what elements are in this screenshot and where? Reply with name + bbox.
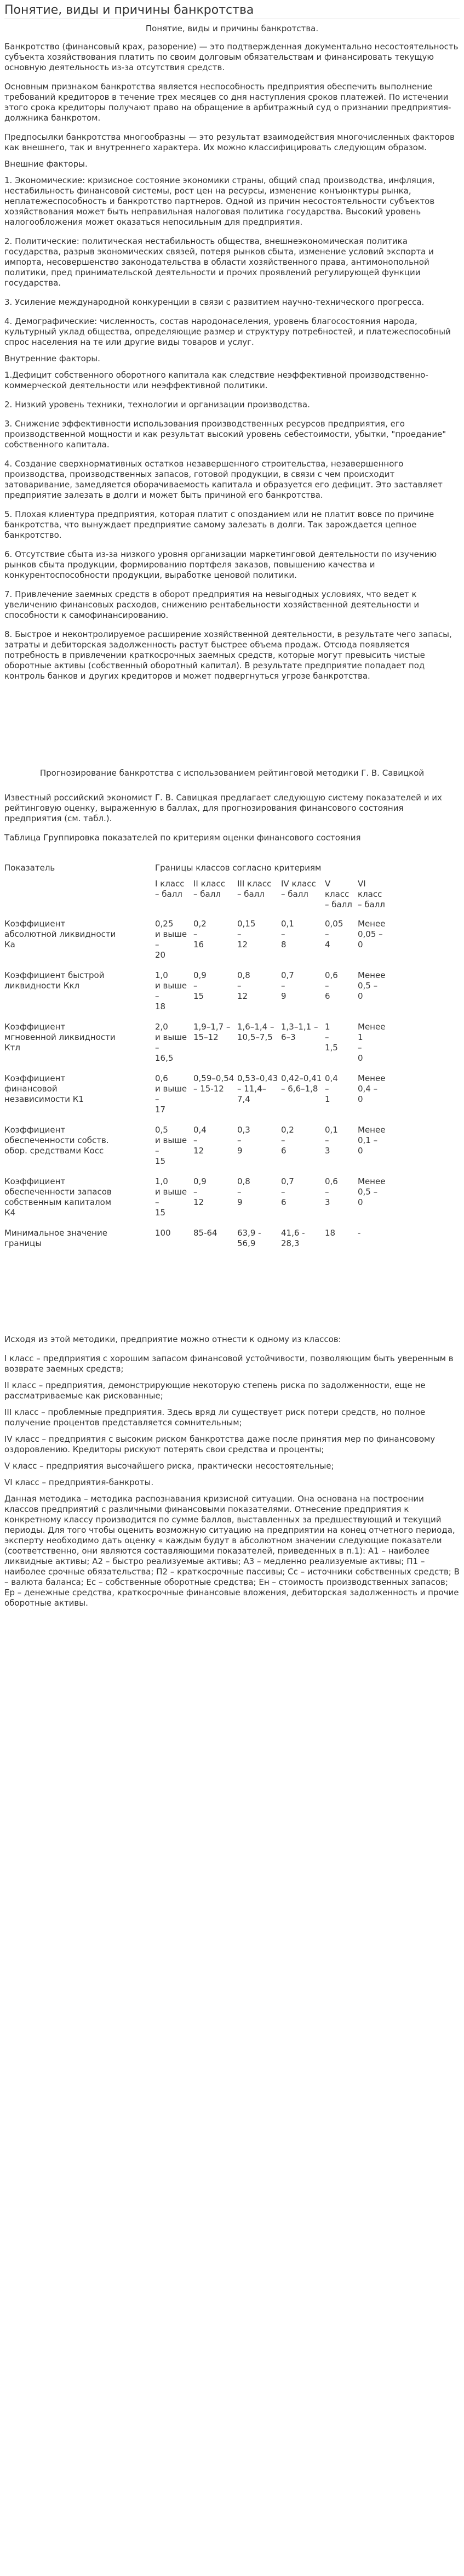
table-row-label: Коэффициент обеспеченности запасов собственным капиталом К4 [4, 1176, 112, 1218]
internal-factor-item: 5. Плохая клиентура предприятия, которая платит с опозданием или не платит вовсе по причине банкротства, что вынуждает предприятие самому залезать в долги. Так зарождается цепное банкротство. [4, 509, 434, 540]
table-row [4, 970, 460, 1012]
external-factor-item: 3. Усиление международной конкуренции в связи с развитием научно-технического прогресса. [4, 297, 425, 307]
table-body [4, 919, 460, 1249]
subtitle: Понятие, виды и причины банкротства. [145, 24, 319, 33]
table-class-header: III класс – балл [237, 879, 272, 899]
table-cell: 0,7 – 6 [281, 1176, 294, 1207]
internal-factor-item: 1.Дефицит собственного оборотного капитала как следствие неэффективной производственно-коммерческой деятельности или неэффективной политики. [4, 370, 428, 390]
internal-factor-item: 6. Отсутствие сбыта из-за низкого уровня организации маркетинговой деятельности по изучению рынков сбыта продукции, формированию портфеля заказов, повышению качества и конкурентоспособности продукции, выработке ценовой политики. [4, 549, 437, 580]
table-cell: 0,15 – 12 [237, 919, 256, 949]
external-factor-item: 4. Демографические: численность, состав народонаселения, уровень благосостояния народа, культурный уклад общества, определяющие размер и структуру потребностей, и платежеспособный спрос населения на те или другие виды товаров и услуг. [4, 316, 451, 347]
final-paragraph: Данная методика – методика распознавания кризисной ситуации. Она основана на построении классов предприятий с различными финансовыми показателями. Отнесение предприятия к конкретному классу производится по сумме баллов, выставленных за предшествующий и текущий периоды. Для того чтобы оценить возможную ситуацию на предприятии на конец отчетного периода, эксперту необходимо дать оценку « каждым будут в абсолютном значении следующие показатели (соответственно, они являются составляющими показателей, приведенных в п.1): А1 – наиболее ликвидные активы; А2 – быстро реализуемые активы; А3 – медленно реализуемые активы; П1 – наиболее срочные обязательства; П2 – краткосрочные пассивы; Сс – источники собственных средств; В – валюта баланса; Ес – собственные оборотные средства; Ен – стоимость производственных запасов; Ер – денежные средства, краткосрочные финансовые вложения, дебиторская задолженность и прочие оборотные активы. [4, 1494, 460, 1608]
table-cell: 1,0 и выше – 15 [155, 1176, 187, 1218]
table-cell: 0,59–0,54 – 15-12 [193, 1073, 234, 1094]
table-cell: 85-64 [193, 1228, 217, 1238]
table-cell: 1,6–1,4 – 10,5–7,5 [237, 1022, 274, 1042]
internal-factor-item: 8. Быстрое и неконтролируемое расширение хозяйственной деятельности, в результате чего запасы, затраты и дебиторская задолженность растут быстрее объема продаж. Отсюда появляется потребность в привлечении краткосрочных заемных средств, которые могут превысить чистые оборотные активы (собственный оборотный капитал). В результате предприятие попадает под контроль банков и других кредиторов и может подвергнуться угрозе банкротства. [4, 629, 452, 681]
class-item: I класс – предприятия с хорошим запасом финансовой устойчивости, позволяющим быть уверенным в возврате заемных средств; [4, 1354, 454, 1374]
table-row [4, 1125, 460, 1167]
table-cell: 1,9–1,7 – 15–12 [193, 1022, 231, 1042]
table-row [4, 919, 460, 960]
table-cell: Менее 0,4 – 0 [358, 1073, 386, 1104]
table-cell: 0,7 – 9 [281, 970, 294, 1001]
internal-factor-item: 3. Снижение эффективности использования производственных ресурсов предприятия, его производственной мощности и как результат высокий уровень себестоимости, убытки, "проедание" собственного капитала. [4, 419, 446, 450]
table-cell: Менее 0,5 – 0 [358, 970, 386, 1001]
table-row [4, 1022, 460, 1064]
table-row-label: Коэффициент мгновенной ликвидности Ктл [4, 1022, 116, 1053]
external-factor-item: 2. Политические: политическая нестабильность общества, внешнеэкономическая политика государства, разрыв экономических связей, потеря рынков сбыта, изменение условий экспорта и импорта, несовершенство законодательства в области хозяйственного права, антимонопольной политики, пред принимательской деятельности и прочих проявлений регулирующей функции государства. [4, 236, 434, 288]
intro-paragraph: Основным признаком банкротства является неспособность предприятия обеспечить выполнение требований кредиторов в течение трех месяцев со дня наступления сроков платежей. По истечении этого срока кредиторы получают право на обращение в арбитражный суд о признании предприятия-должника банкротом. [4, 82, 451, 123]
page-title: Понятие, виды и причины банкротства [4, 3, 254, 17]
classes-intro: Исходя из этой методики, предприятие можно отнести к одному из классов: [4, 1334, 341, 1344]
table-cell: 0,8 – 9 [237, 1176, 250, 1207]
section-gap [4, 1259, 460, 1334]
table-cell: 0,25 и выше – 20 [155, 919, 187, 960]
class-item: VI класс – предприятия-банкроты. [4, 1477, 154, 1487]
table-cell: 0,5 и выше – 15 [155, 1125, 187, 1166]
table-cell: 0,6 и выше – 17 [155, 1073, 187, 1114]
table-row-label: Коэффициент абсолютной ликвидности Ка [4, 919, 116, 949]
table-cell: 18 [325, 1228, 336, 1238]
table-row-label: Коэффициент финансовой независимости К1 [4, 1073, 84, 1104]
table-cell: 100 [155, 1228, 171, 1238]
class-item: IV класс – предприятия с высоким риском банкротства даже после принятия мер по финансовому оздоровлению. Кредиторы рискуют потерять свои средства и проценты; [4, 1434, 436, 1454]
table-cell: 1 – 1,5 [325, 1022, 338, 1053]
table-cell: 1,0 и выше – 18 [155, 970, 187, 1011]
criteria-table [4, 863, 460, 1249]
table-cell: - [358, 1228, 361, 1238]
table-class-header: IV класс – балл [281, 879, 316, 899]
intro-paragraph: Предпосылки банкротства многообразны — это результат взаимодействия многочисленных факторов как внешнего, так и внутреннего характера. Их можно классифицировать следующим образом. [4, 132, 455, 152]
table-cell: 2,0 и выше – 16,5 [155, 1022, 187, 1063]
table-cell: 0,42–0,41 – 6,6–1,8 [281, 1073, 322, 1094]
table-cell: Менее 0,5 – 0 [358, 1176, 386, 1207]
table-header-group: Границы классов согласно критериям [155, 863, 322, 873]
section-intro: Известный российский экономист Г. В. Савицкая предлагает следующую систему показателей и их рейтинговую оценку, выраженную в баллах, для прогнозирования финансового состояния предприятия (см. табл.). [4, 793, 442, 823]
table-row-label: Коэффициент обеспеченности собств. обор. средствами Косс [4, 1125, 109, 1156]
table-cell: 0,2 – 16 [193, 919, 207, 949]
table-cell: Менее 1 – 0 [358, 1022, 386, 1063]
table-cell: Менее 0,05 – 0 [358, 919, 386, 949]
table-row-label: Минимальное значение границы [4, 1228, 108, 1248]
internal-factor-item: 7. Привлечение заемных средств в оборот предприятия на невыгодных условиях, что ведет к увеличению финансовых расходов, снижению рентабельности хозяйственной деятельности и способности к самофинансированию. [4, 589, 420, 620]
table-class-header: VI класс – балл [358, 879, 385, 909]
table-cell: 0,1 – 8 [281, 919, 294, 949]
table-row [4, 1228, 460, 1249]
table-class-header-row [4, 879, 460, 910]
section-heading: Прогнозирование банкротства с использованием рейтинговой методики Г. В. Савицкой [39, 768, 425, 778]
table-cell: 0,6 – 3 [325, 1176, 338, 1207]
table-class-header: V класс – балл [325, 879, 352, 909]
table-cell: 0,4 – 12 [193, 1125, 207, 1156]
internal-factor-item: 4. Создание сверхнормативных остатков незавершенного строительства, незавершенного производства, производственных запасов, готовой продукции, в связи с чем происходит затоваривание, замедляется оборачиваемость капитала и образуется его дефицит. Это заставляет предприятие залезать в долги и может быть причиной его банкротства. [4, 459, 443, 500]
table-cell: 1,3–1,1 – 6–3 [281, 1022, 318, 1042]
table-header-row [4, 863, 460, 873]
intro-paragraph: Банкротство (финансовый крах, разорение) — это подтвержденная документально несостоятельность субъекта хозяйствования платить по своим долговым обязательствам и финансировать текущую основную деятельность из-за отсутствия средств. [4, 42, 459, 72]
table-cell: 0,1 – 3 [325, 1125, 338, 1156]
class-item: II класс – предприятия, демонстрирующие некоторую степень риска по задолженности, еще не рассматриваемые как рискованные; [4, 1380, 426, 1401]
internal-factor-item: 2. Низкий уровень техники, технологии и организации производства. [4, 400, 310, 410]
table-cell: 0,8 – 12 [237, 970, 250, 1001]
table-row [4, 1176, 460, 1218]
table-cell: 0,3 – 9 [237, 1125, 250, 1156]
table-row [4, 1073, 460, 1115]
table-cell: 0,9 – 12 [193, 1176, 207, 1207]
table-cell: 0,4 – 1 [325, 1073, 338, 1104]
table-cell: 63,9 - 56,9 [237, 1228, 261, 1248]
table-cell: 0,9 – 15 [193, 970, 207, 1001]
section-gap [4, 690, 460, 768]
table-class-header: II класс – балл [193, 879, 225, 899]
table-cell: 41,6 - 28,3 [281, 1228, 305, 1248]
table-header-indicator: Показатель [4, 863, 55, 873]
table-cell: 0,2 – 6 [281, 1125, 294, 1156]
table-cell: 0,53–0,43 – 11,4–7,4 [237, 1073, 278, 1104]
table-class-header: I класс – балл [155, 879, 185, 899]
class-item: III класс – проблемные предприятия. Здесь вряд ли существует риск потери средств, но полное получение процентов представляется сомнительным; [4, 1407, 426, 1428]
internal-factors-heading: Внутренние факторы. [4, 354, 100, 363]
class-item: V класс – предприятия высочайшего риска, практически несостоятельные; [4, 1461, 334, 1471]
external-factor-item: 1. Экономические: кризисное состояние экономики страны, общий спад производства, инфляция, нестабильность финансовой системы, рост цен на ресурсы, изменение конъюнктуры рынка, неплатежеспособность и банкротство партнеров. Одной из причин несостоятельности субъектов хозяйствования может быть неправильная налоговая политика государства. Высокий уровень налогообложения может оказаться непосильным для предприятия. [4, 175, 435, 227]
table-cell: 0,6 – 6 [325, 970, 338, 1001]
table-row-label: Коэффициент быстрой ликвидности Ккл [4, 970, 105, 991]
table-cell: 0,05 – 4 [325, 919, 343, 949]
external-factors-heading: Внешние факторы. [4, 159, 88, 169]
table-caption: Таблица Группировка показателей по критериям оценки финансового состояния [4, 833, 361, 843]
table-cell: Менее 0,1 – 0 [358, 1125, 386, 1156]
